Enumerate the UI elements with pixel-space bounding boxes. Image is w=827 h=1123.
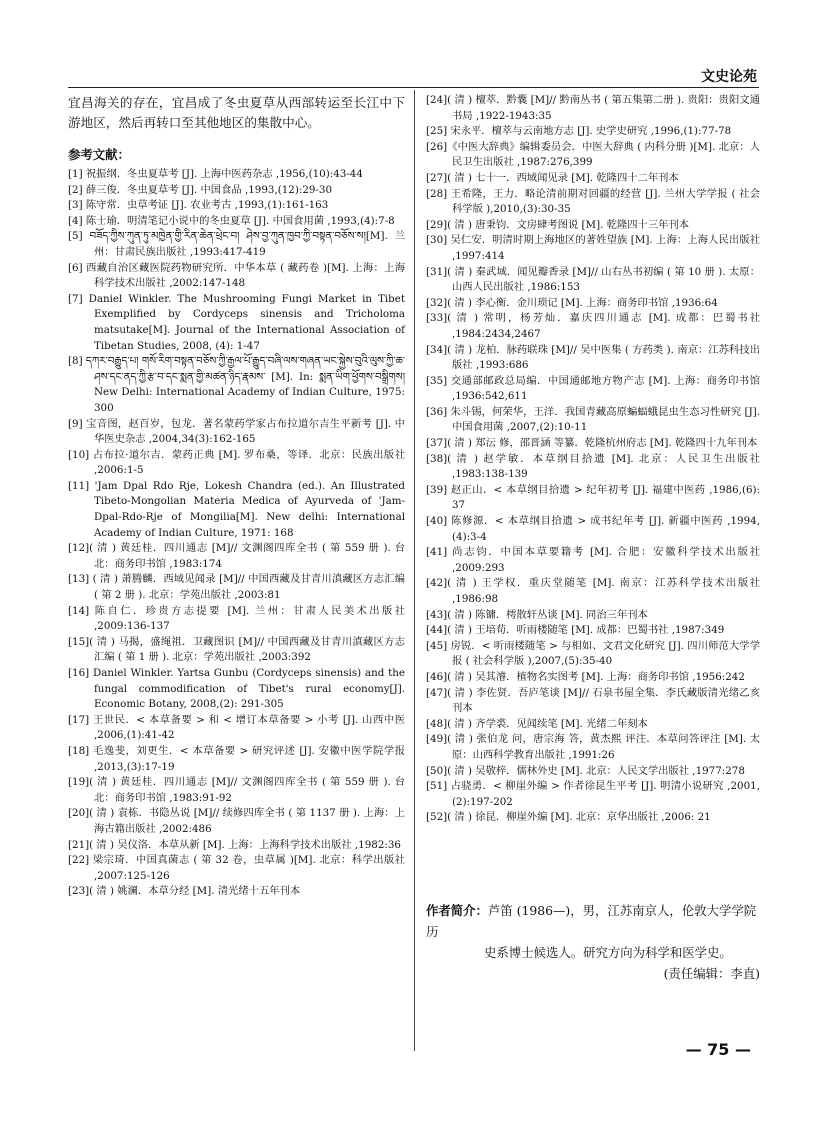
- reference-item: [20]( 清 ) 袁栋．书隐丛说 [M]// 续修四库全书 ( 第 1137 册 ). 上海：上海古籍出版社 ,2002:486: [68, 807, 405, 835]
- references-heading: 参考文献：: [68, 147, 130, 162]
- left-column: [68, 93, 405, 900]
- intro-paragraph: 宜昌海关的存在，宜昌成了冬虫夏草从西部转运至长江中下游地区，然后再转口至其他地区的集散中心。: [68, 95, 405, 130]
- reference-item: [33]( 清 ) 常明，杨芳灿．嘉庆四川通志 [M]. 成都：巴蜀书社 ,1984:2434,2467: [426, 312, 760, 340]
- reference-item: [13] ( 清 ) 萧腾麟．西域见闻录 [M]// 中国西藏及甘青川滇藏区方志汇编 ( 第 2 册 ). 北京：学苑出版社 ,2003:81: [68, 573, 405, 602]
- reference-item: [40] 陈修源．< 本草纲目拾遗 > 成书纪年考 [J]. 新疆中医药 ,1994,(4):3-4: [426, 515, 760, 543]
- reference-item: [49]( 清 ) 张伯龙 问，唐宗海 答，黄杰熙 评注．本草问答评注 [M]. 太原：山西科学教育出版社 ,1991:26: [426, 733, 760, 761]
- reference-item: [1] 祝振纲．冬虫夏草考 [J]. 上海中医药杂志 ,1956,(10):43-44: [68, 168, 363, 180]
- reference-item: [23]( 清 ) 姚澜．本草分经 [M]. 清光绪十五年刊本: [68, 885, 301, 898]
- reference-item: [34]( 清 ) 龙柏．脉药联珠 [M]// 吴中医集 ( 方药类 ). 南京：江苏科技出版社 ,1993:686: [426, 343, 760, 372]
- reference-item: [32]( 清 ) 李心衡．金川琐记 [M]. 上海：商务印书馆 ,1936:64: [426, 296, 718, 309]
- reference-item: [48]( 清 ) 齐学裘．见闻续笔 [M]. 光绪二年刻本: [426, 717, 648, 730]
- reference-item: [35] 交通部邮政总局编．中国通邮地方物产志 [M]. 上海：商务印书馆 ,1936:542,611: [426, 374, 760, 403]
- reference-item: [51] 占骁勇．< 柳崖外编 > 作者徐昆生平考 [J]. 明清小说研究 ,2001,(2):197-202: [426, 780, 760, 808]
- reference-item: [15]( 清 ) 马揭，盛绳祖．卫藏图识 [M]// 中国西藏及甘青川滇藏区方志汇编 ( 第 1 册 ). 北京：学苑出版社 ,2003:392: [68, 635, 405, 664]
- section-label: 文史论苑: [701, 69, 757, 85]
- reference-item: [30] 吴仁安．明清时期上海地区的著姓望族 [M]. 上海：上海人民出版社 ,1997:414: [426, 234, 760, 262]
- reference-item: [9] 宝音图，赵百岁，包龙．著名蒙药学家占布拉道尔吉生平新考 [J]. 中华医史杂志 ,2004,34(3):162-165: [68, 417, 405, 446]
- author-text-cont: 史系博士候选人。研究方向为科学和医学史。: [484, 945, 732, 960]
- reference-item: [5] བཟོད་ཀྱིས་ཀུན་ཏུ་མཁྱེན་གྱི་རིན་ཆེན་ཕྲེང་བ། ཤེས་བྱ་ཀུན་ཁྱབ་ཀྱི་བསྟན་བཅོས་ས།[M]. 兰州：甘肃民族出版社 ,1993:417-419: [68, 230, 405, 258]
- reference-item: [44]( 清 ) 王培荀．听雨楼随笔 [M]. 成都：巴蜀书社 ,1987:349: [426, 624, 725, 637]
- editor-credit: (责任编辑：李直): [663, 966, 760, 981]
- reference-item: [7] Daniel Winkler. The Mushrooming Fungi Market in Tibet Exemplified by Cordyceps sinensis and Tricholoma matsutake[M]. Journal of the International Association of Tibetan Studies, 2008, (4): 1-47: [68, 292, 405, 352]
- reference-item: [16] Daniel Winkler. Yartsa Gunbu (Cordyceps sinensis) and the fungal commodification of Tibet's rural economy[J]. Economic Botany, 2008,(2): 291-305: [68, 667, 405, 711]
- page-number: — 75 —: [685, 1040, 751, 1059]
- reference-item: [10] 占布拉·道尔吉．蒙药正典 [M]. 罗布桑，等译．北京：民族出版社 ,2006:1-5: [68, 448, 405, 477]
- reference-item: [19]( 清 ) 黄廷桂．四川通志 [M]// 文渊阁四库全书 ( 第 559 册 ). 台北：商务印书馆 ,1983:91-92: [68, 776, 405, 804]
- reference-item: [28] 王希隆，王力．略论清前期对回疆的经营 [J]. 兰州大学学报 ( 社会科学版 ),2010,(3):30-35: [426, 187, 760, 216]
- reference-item: [42]( 清 ) 王学权．重庆堂随笔 [M]. 南京：江苏科学技术出版社 ,1986:98: [426, 577, 760, 605]
- reference-item: [8] དཀར་བརྒྱུད་པ། གསོ་རིག་བསྟན་བཅོས་ཀྱི་རྒྱལ་པོ་རྒྱུད་བཞི་ལས་གཞན་ཡང་སྐྱེས་བུའི་ལུས་ཀྱི་ཆ་ཤས་དང་ནད་ཀྱི་རྩ་བ་དང་སྨན་གྱི་མཚན་ཉིད་རྣམས་ [M]. In: སྨན་ཡིག་ཕྱོགས་བསྒྲིགས། New Delhi: International Academy of Indian Culture, 1975: 300: [68, 355, 405, 414]
- reference-item: [45] 房锐．< 听雨楼随笔 > 与相如、文君文化研究 [J]. 四川师范大学学报 ( 社会科学版 ),2007,(5):35-40: [426, 639, 760, 668]
- reference-item: [37]( 清 ) 郑沄 修，邵晋涵 等纂．乾隆杭州府志 [M]. 乾隆四十九年刊本: [426, 437, 758, 450]
- reference-item: [47]( 清 ) 李佐贤．吾庐笔谈 [M]// 石泉书屋全集．李氏藏版清光绪乙亥刊本: [426, 686, 760, 715]
- reference-item: [27]( 清 ) 七十一．西域闻见录 [M]. 乾隆四十二年刊本: [426, 171, 679, 184]
- reference-item: [50]( 清 ) 吴敬梓．儒林外史 [M]. 北京：人民文学出版社 ,1977:278: [426, 764, 745, 777]
- reference-item: [41] 尚志钧．中国本草要籍考 [M]. 合肥：安徽科学技术出版社 ,2009:293: [426, 546, 760, 574]
- reference-item: [43]( 清 ) 陈镛．樗散轩丛谈 [M]. 同治三年刊本: [426, 608, 648, 621]
- reference-item: [24]( 清 ) 檀萃．黔囊 [M]// 黔南丛书 ( 第五集第二册 ). 贵阳：贵阳文通书局 ,1922-1943:35: [426, 94, 760, 122]
- column-divider: [414, 90, 415, 1051]
- reference-item: [4] 陈士瑜．明清笔记小说中的冬虫夏草 [J]. 中国食用菌 ,1993,(4):7-8: [68, 214, 395, 227]
- reference-item: [17] 王世民．< 本草备要 > 和 < 增订本草备要 > 小考 [J]. 山西中医 ,2006,(1):41-42: [68, 713, 405, 742]
- reference-item: [2] 薛三俊．冬虫夏草考 [J]. 中国食品 ,1993,(12):29-30: [68, 183, 333, 196]
- reference-item: [22] 梁宗琦．中国真菌志 ( 第 32 卷，虫草属 )[M]. 北京：科学出版社 ,2007:125-126: [68, 854, 405, 882]
- reference-item: [26]《中医大辞典》编辑委员会．中医大辞典 ( 内科分册 )[M]. 北京：人民卫生出版社 ,1987:276,399: [426, 140, 760, 169]
- reference-item: [11] 'Jam Dpal Rdo Rje, Lokesh Chandra (ed.). An Illustrated Tibeto-Mongolian Materia Medica of Ayurveda of 'Jam-Dpal-Rdo-Rje of Mongilia[M]. New delhi: International Academy of Indian Culture, 1971: 168: [68, 479, 405, 539]
- reference-item: [36] 朱斗锡，何荣华，王洋．我国青藏高原蝙蝠蛾昆虫生态习性研究 [J]. 中国食用菌 ,2007,(2):10-11: [426, 405, 760, 434]
- reference-item: [18] 毛逸斐，刘更生．< 本草备要 > 研究评述 [J]. 安徽中医学院学报 ,2013,(3):17-19: [68, 744, 405, 773]
- reference-item: [46]( 清 ) 吴其濬．植物名实图考 [M]. 上海：商务印书馆 ,1956:242: [426, 670, 745, 683]
- reference-item: [6] 西藏自治区藏医院药物研究所．中华本草 ( 藏药卷 )[M]. 上海：上海科学技术出版社 ,2002:147-148: [68, 261, 405, 290]
- reference-item: [12]( 清 ) 黄廷桂．四川通志 [M]// 文渊阁四库全书 ( 第 559 册 ). 台北：商务印书馆 ,1983:174: [68, 542, 405, 570]
- reference-item: [39] 赵正山．< 本草纲目拾遗 > 纪年初考 [J]. 福建中医药 ,1986,(6): 37: [426, 483, 760, 512]
- reference-item: [3] 陈守常．虫草考证 [J]. 农业考古 ,1993,(1):161-163: [68, 199, 329, 212]
- reference-item: [52]( 清 ) 徐昆．柳崖外编 [M]. 北京：京华出版社 ,2006: 21: [426, 811, 711, 824]
- author-text: 芦笛 (1986—)，男，江苏南京人，伦敦大学学院历: [426, 903, 757, 939]
- reference-item: [29]( 清 ) 唐秉钧．文房肆考图说 [M]. 乾隆四十三年刊本: [426, 218, 690, 231]
- references-list-right: [426, 93, 760, 826]
- reference-item: [31]( 清 ) 秦武域．闻见瓣香录 [M]// 山右丛书初编 ( 第 10 册 ). 太原：山西人民出版社 ,1986:153: [426, 265, 760, 294]
- references-list-left: [68, 167, 405, 900]
- reference-item: [14] 陈自仁．珍贵方志提要 [M]. 兰州：甘肃人民美术出版社 ,2009:136-137: [68, 604, 405, 633]
- reference-item: [38]( 清 ) 赵学敏．本草纲目拾遗 [M]. 北京：人民卫生出版社 ,1983:138-139: [426, 452, 760, 481]
- right-column: [426, 93, 760, 826]
- reference-item: [25] 宋永平．檀萃与云南地方志 [J]. 史学史研究 ,1996,(1):77-78: [426, 125, 732, 138]
- author-bio: [426, 900, 760, 984]
- reference-item: [21]( 清 ) 吴仪洛．本草从新 [M]. 上海：上海科学技术出版社 ,1982:36: [68, 838, 401, 851]
- author-label: 作者简介：: [426, 903, 488, 918]
- header-rule: [68, 87, 759, 88]
